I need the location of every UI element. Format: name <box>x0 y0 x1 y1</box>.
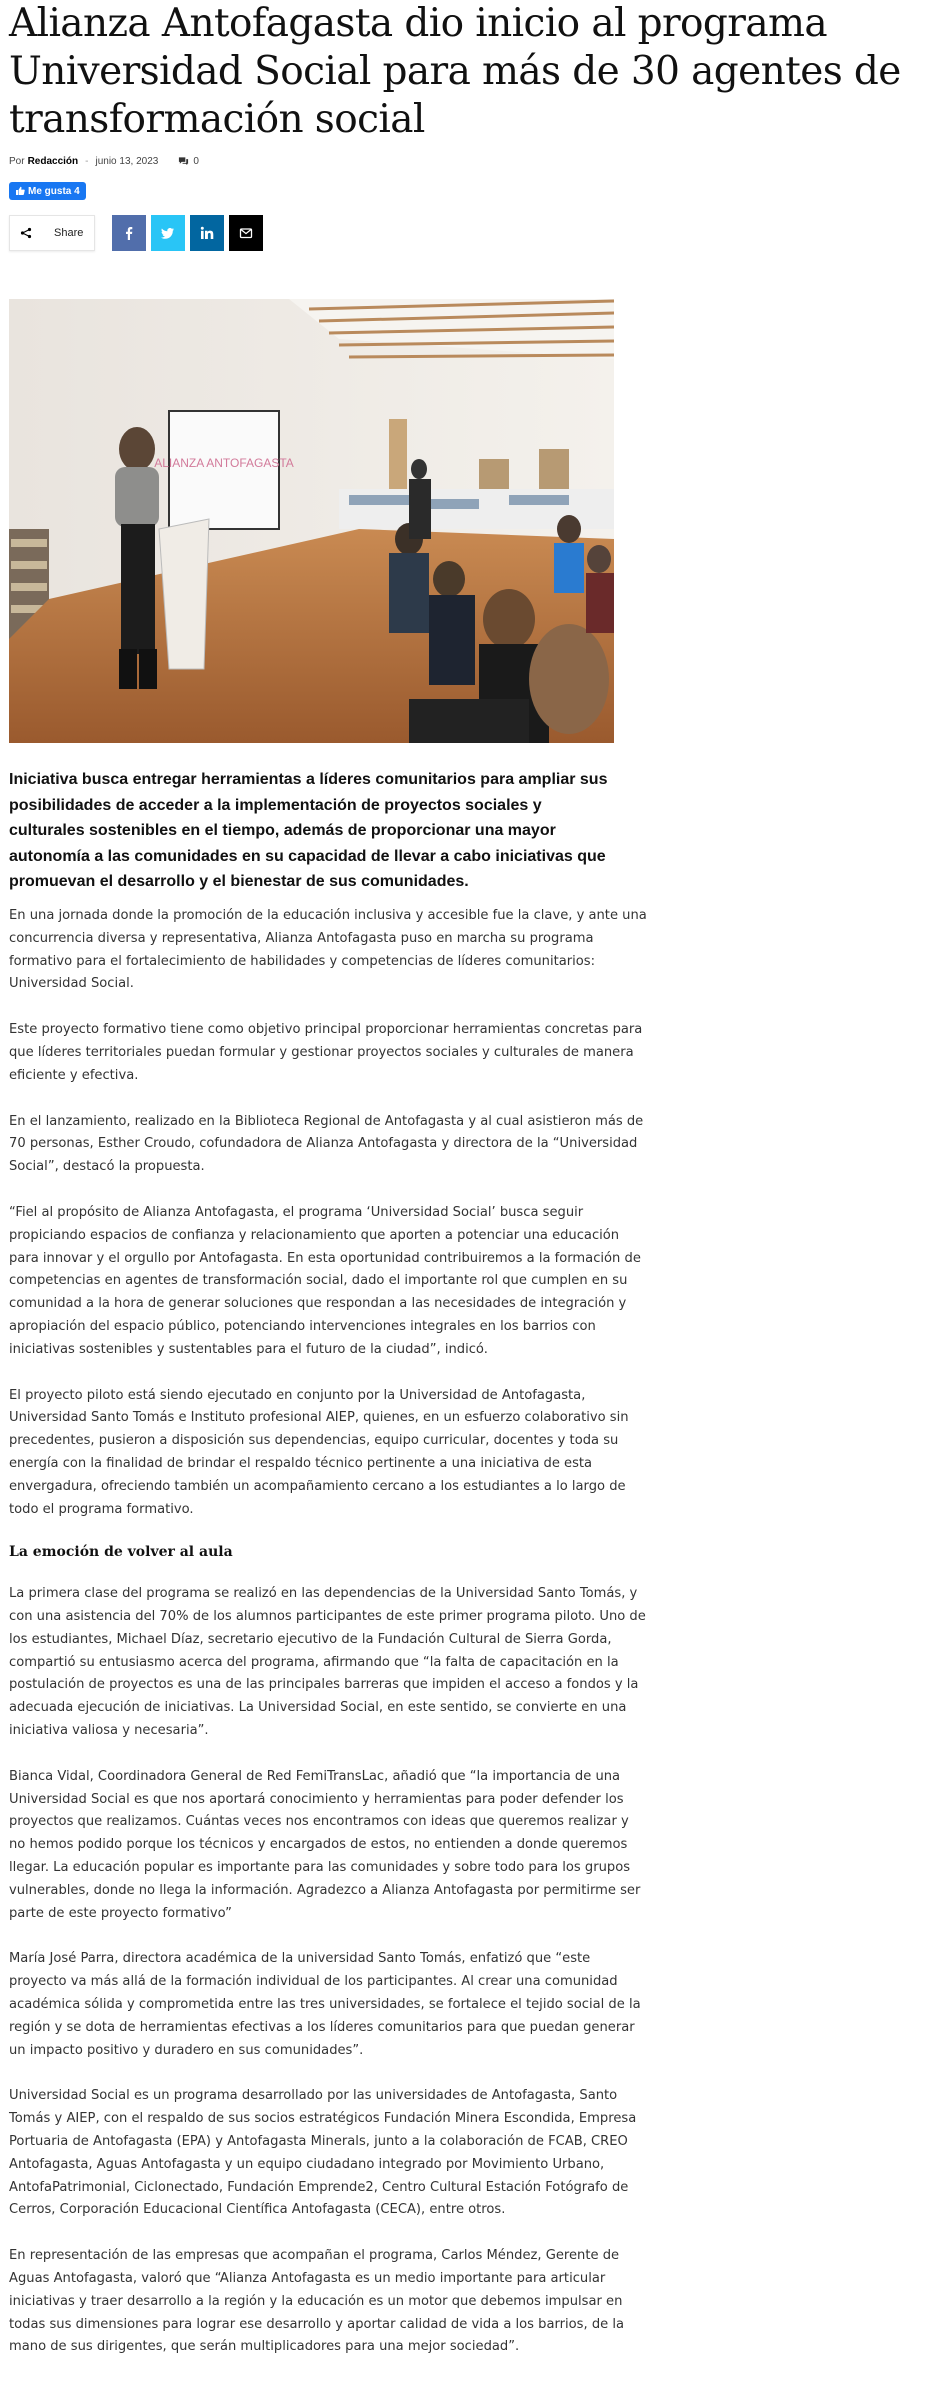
email-share-button[interactable] <box>229 215 263 251</box>
linkedin-icon <box>200 226 214 240</box>
thumbs-up-icon <box>15 186 25 196</box>
body-paragraph: La primera clase del programa se realizó en las dependencias de la Universidad Santo Tomás, y con una asistencia del 70% de los alumnos participantes de este primer programa piloto. Uno de los estudiantes, Michael Díaz, secretario ejecutivo de la Fundación Cultural de Sierra Gorda, compartió su entusiasmo acerca del programa, afirmando que “la falta de capacitación en la postulación de proyectos es una de las principales barreras que impiden el acceso a fondos y la adecuada ejecución de iniciativas. La Universidad Social, en este sentido, se convierte en una iniciativa valiosa y necesaria”. <box>9 1586 646 1739</box>
like-label: Me gusta 4 <box>28 185 80 197</box>
twitter-icon <box>161 226 175 240</box>
twitter-share-button[interactable] <box>151 215 185 251</box>
byline-prefix: Por <box>9 155 25 167</box>
body-paragraph: María José Parra, directora académica de la universidad Santo Tomás, enfatizó que “este proyecto va más allá de la formación individual de los participantes. Al crear una comunidad académica sólida y comprometida entre las tres universidades, se fortalece el tejido social de la región y se dota de herramientas efectivas a los líderes comunitarios para que puedan generar un impacto positivo y duradero en sus comunidades”. <box>9 1951 641 2058</box>
linkedin-share-button[interactable] <box>190 215 224 251</box>
article-body <box>9 905 944 2359</box>
article-lead: Iniciativa busca entregar herramientas a líderes comunitarios para ampliar sus posibilidades de acceder a la implementación de proyectos sociales y culturales sostenibles en el tiempo, además de proporcionar una mayor autonomía a las comunidades en su capacidad de llevar a cabo iniciativas que promuevan el desarrollo y el bienestar de sus comunidades. <box>9 771 608 891</box>
comments-count: 0 <box>193 155 199 167</box>
body-paragraph: Bianca Vidal, Coordinadora General de Red FemiTransLac, añadió que “la importancia de una Universidad Social es que nos aportará conocimiento y herramientas para poder defender los proyectos que realizamos. Cuántas veces nos encontramos con ideas que queremos realizar y no hemos podido porque los técnicos y encargados de estos, no entienden a donde queremos llegar. La educación popular es importante para las comunidades y sobre todo para los grupos vulnerables, donde no llega la información. Agradezco a Alianza Antofagasta por permitirme ser parte de este proyecto formativo” <box>9 1768 641 1921</box>
comments-icon <box>178 156 189 166</box>
publish-date: junio 13, 2023 <box>95 155 159 167</box>
body-paragraph: “Fiel al propósito de Alianza Antofagasta, el programa ‘Universidad Social’ busca seguir propiciando espacios de confianza y relacionamiento que aporten a potenciar una educación para innovar y el orgullo por Antofagasta. En esta oportunidad contribuiremos a la formación de competencias en agentes de transformación social, dado el importante rol que cumplen en su comunidad a la hora de generar soluciones que respondan a las necesidades de integración y apropiación del espacio público, potenciando intervenciones integrales en los barrios con iniciativas sostenibles y sustentables para el futuro de la ciudad”, indicó. <box>9 1204 641 1357</box>
article-photo <box>9 299 614 743</box>
author-link[interactable]: Redacción <box>27 155 79 167</box>
article-title: Alianza Antofagasta dio inicio al programa Universidad Social para más de 30 agentes de transformación social <box>9 1 901 142</box>
body-paragraph: En representación de las empresas que acompañan el programa, Carlos Méndez, Gerente de Aguas Antofagasta, valoró que “Alianza Antofagasta es un medio importante para articular iniciativas y traer desarrollo a la región y la educación es un motor que debemos impulsar en todas sus dimensiones para lograr ese desarrollo y aportar calidad de vida a los barrios, de la mano de sus dirigentes, que serán multiplicadores para una mejor sociedad”. <box>9 2248 625 2355</box>
body-paragraph: En el lanzamiento, realizado en la Biblioteca Regional de Antofagasta y al cual asistieron más de 70 personas, Esther Croudo, cofundadora de Alianza Antofagasta y directora de la “Universidad Social”, destacó la propuesta. <box>9 1113 644 1175</box>
body-paragraph: El proyecto piloto está siendo ejecutado en conjunto por la Universidad de Antofagasta, Universidad Santo Tomás e Instituto profesional AIEP, quienes, en un esfuerzo colaborativo sin precedentes, pusieron a disposición sus dependencias, equipo curricular, docentes y toda su energía con la finalidad de brindar el respaldo técnico pertinente a una iniciativa de esta envergadura, ofreciendo también un acompañamiento cercano a los estudiantes a lo largo de todo el programa formativo. <box>9 1387 629 1517</box>
body-paragraph: Universidad Social es un programa desarrollado por las universidades de Antofagasta, Santo Tomás y AIEP, con el respaldo de sus socios estratégicos Fundación Minera Escondida, Empresa Portuaria de Antofagasta (EPA) y Antofagasta Minerals, junto a la colaboración de FCAB, CREO Antofagasta, Aguas Antofagasta y un equipo ciudadano integrado por Movimiento Urbano, AntofaPatrimonial, Ciclonectado, Fundación Emprende2, Centro Cultural Estación Fotógrafo de Cerros, Corporación Educacional Científica Antofagasta (CECA), entre otros. <box>9 2088 637 2218</box>
facebook-share-button[interactable] <box>112 215 146 251</box>
screen-text: ALIANZA ANTOFAGASTA <box>154 456 294 470</box>
article-meta <box>9 154 944 168</box>
body-paragraph: En una jornada donde la promoción de la educación inclusiva y accesible fue la clave, y ante una concurrencia diversa y representativa, Alianza Antofagasta puso en marcha su programa formativo para el fortalecimiento de habilidades y competencias de líderes comunitarios: Universidad Social. <box>9 907 647 992</box>
envelope-icon <box>239 226 253 240</box>
meta-separator: - <box>85 155 89 167</box>
share-bar <box>9 215 944 251</box>
share-label: Share <box>54 227 84 239</box>
facebook-icon <box>122 226 136 240</box>
body-paragraph: Este proyecto formativo tiene como objetivo principal proporcionar herramientas concretas para que líderes territoriales puedan formular y gestionar proyectos sociales y culturales de manera eficiente y efectiva. <box>9 1022 643 1083</box>
facebook-like-button[interactable] <box>9 182 86 200</box>
article <box>9 0 944 2382</box>
share-icon <box>20 227 32 239</box>
comments-link[interactable] <box>178 156 199 167</box>
section-subheading: La emoción de volver al aula <box>9 1544 233 1561</box>
share-button[interactable] <box>9 215 95 251</box>
